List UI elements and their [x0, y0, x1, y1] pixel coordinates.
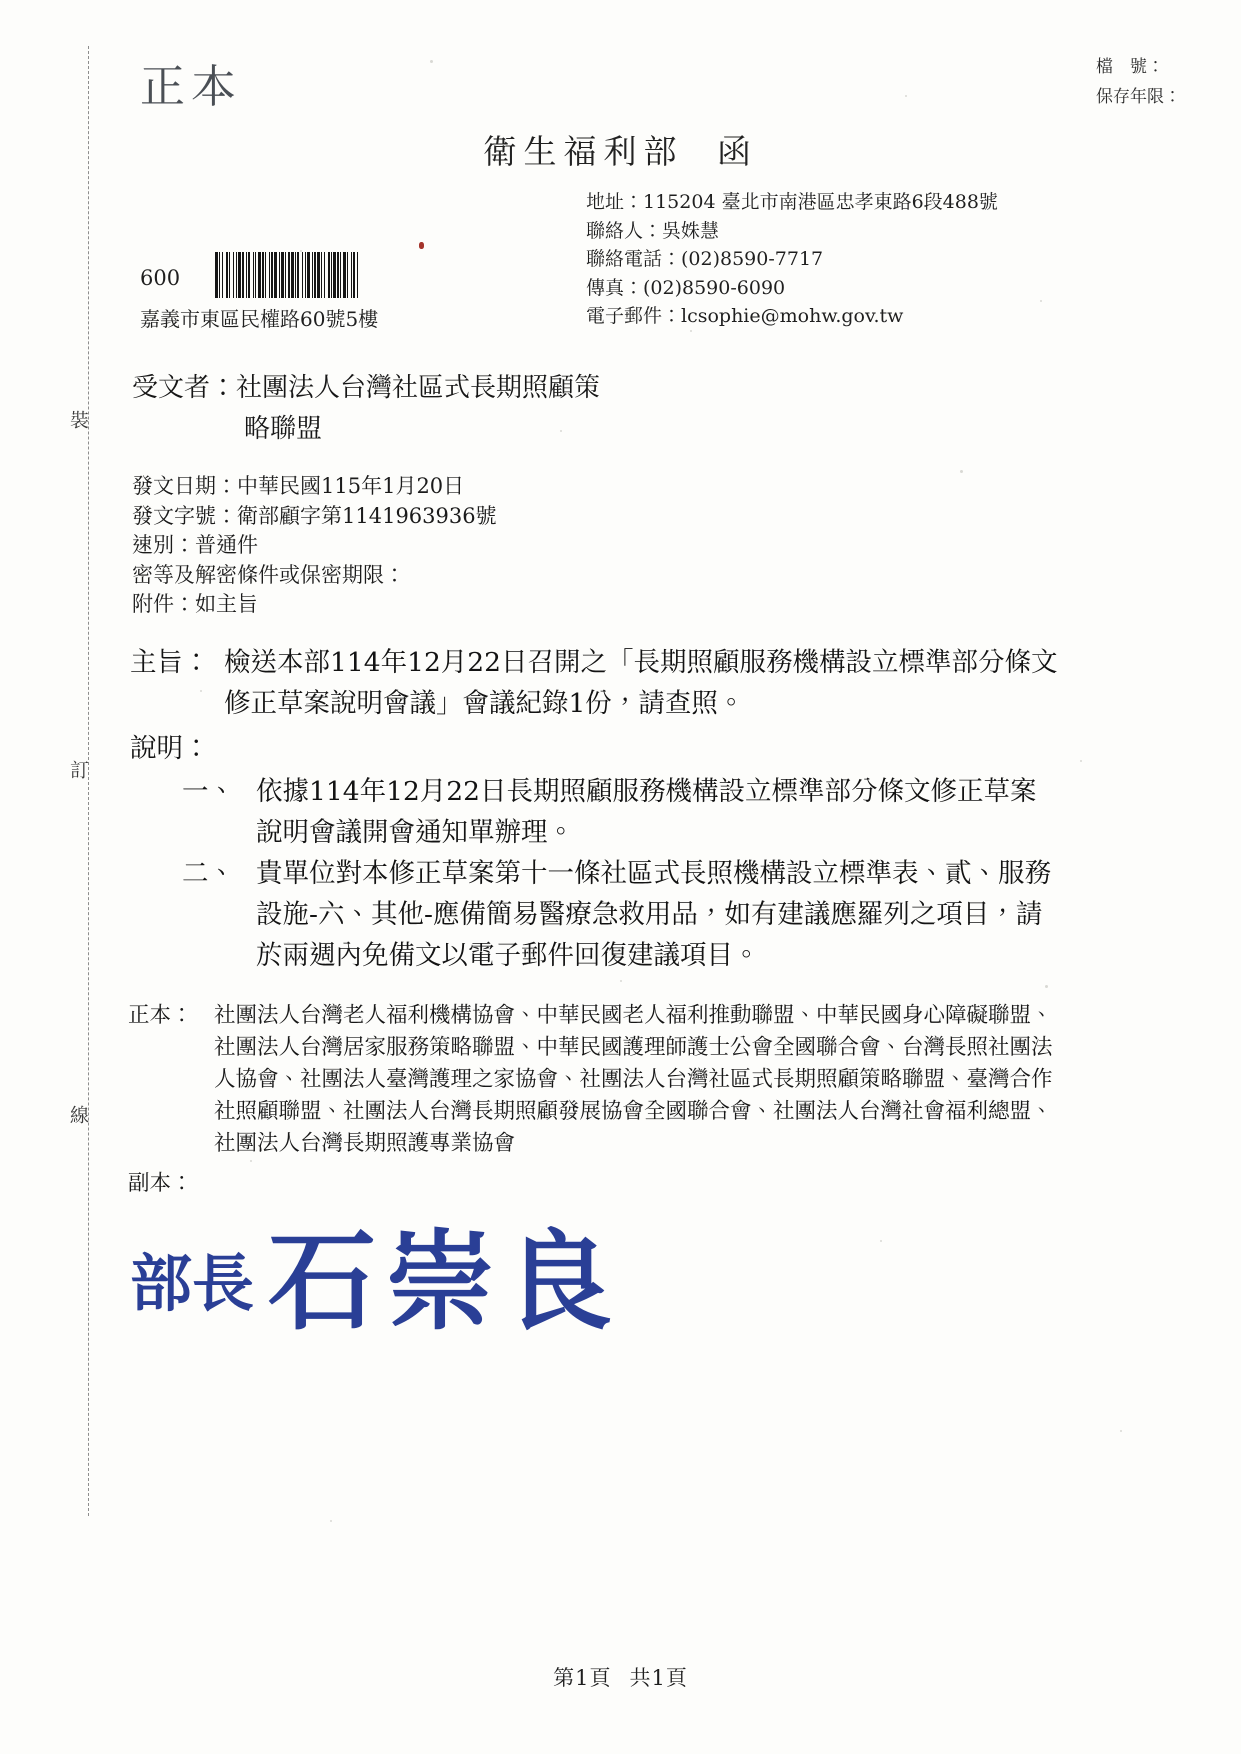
- subject-label: 主旨：: [130, 647, 210, 678]
- minister-signature-stamp: [130, 1195, 622, 1350]
- contact-person: 聯絡人：吳姝慧: [586, 219, 720, 242]
- scan-speck: [560, 430, 562, 432]
- document-body: [130, 642, 1060, 976]
- scan-speck: [1120, 1430, 1122, 1432]
- archive-file-number-label: 檔 號：: [1096, 57, 1164, 77]
- vertical-mark-zhuang: 裝: [67, 410, 89, 431]
- explanation-item-2-number: 二、: [182, 858, 235, 889]
- document-meta-list: [132, 472, 497, 620]
- scan-speck: [250, 1160, 252, 1162]
- signature-role: 部長: [130, 1247, 255, 1320]
- scan-speck: [300, 250, 302, 252]
- scan-speck: [430, 60, 433, 63]
- scan-speck: [880, 1240, 882, 1242]
- distribution-cc-label: 副本：: [128, 1171, 193, 1196]
- explanation-item-1-text: 依據114年12月22日長期照顧服務機構設立標準部分條文修正草案說明會議開會通知單辦理。: [256, 776, 1037, 848]
- speed-class: 速別：普通件: [132, 533, 258, 557]
- distribution-original-text: 社團法人台灣老人福利機構協會、中華民國老人福利推動聯盟、中華民國身心障礙聯盟、社團法人台灣居家服務策略聯盟、中華民國護理師護士公會全國聯合會、台灣長照社團法人協會、社團法人臺灣護理之家協會、社團法人台灣社區式長期照顧策略聯盟、臺灣合作社照顧聯盟、社團法人台灣長期照顧發展協會全國聯合會、社團法人台灣社會福利總盟、社團法人台灣長期照護專業協會: [214, 1003, 1053, 1156]
- confidentiality: 密等及解密條件或保密期限：: [132, 562, 405, 587]
- archive-fields: [1096, 52, 1181, 112]
- postal-code: 600: [140, 266, 181, 290]
- document-kind: 函: [717, 132, 758, 171]
- attachment: 附件：如主旨: [132, 592, 258, 616]
- addressee-label: 受文者：: [132, 373, 237, 403]
- mailing-barcode: [215, 252, 487, 298]
- explanation-item-2-text: 貴單位對本修正草案第十一條社區式長照機構設立標準表、貳、服務設施-六、其他-應備簡易醫療急救用品，如有建議應羅列之項目，請於兩週內免備文以電子郵件回復建議項目。: [256, 858, 1051, 971]
- scan-speck: [330, 1520, 332, 1522]
- contact-email: 電子郵件：lcsophie@mohw.gov.tw: [586, 305, 904, 327]
- explanation-item-1-number: 一、: [182, 776, 235, 807]
- subject-paragraph: [130, 642, 1060, 724]
- copy-type-mark: 正本: [140, 60, 243, 113]
- footer-current-page: 第1頁: [553, 1666, 612, 1690]
- page-title: [0, 126, 1241, 173]
- contact-phone: 聯絡電話：(02)8590-7717: [586, 248, 824, 270]
- subject-text: 檢送本部114年12月22日召開之「長期照顧服務機構設立標準部分條文修正草案說明會議」會議紀錄1份，請查照。: [224, 647, 1058, 719]
- scan-speck: [960, 470, 963, 473]
- addressee-name-line1: 社團法人台灣社區式長期照顧策: [236, 373, 601, 403]
- scan-speck: [1045, 985, 1048, 988]
- distribution-block: [128, 1000, 1068, 1200]
- addressee-name-line2: 略聯盟: [244, 414, 323, 444]
- vertical-mark-ding: 訂: [67, 760, 89, 781]
- distribution-original-label: 正本：: [128, 1003, 193, 1028]
- page-footer: [0, 1662, 1241, 1692]
- sender-contact-block: [586, 188, 998, 331]
- footer-total-pages: 共1頁: [629, 1666, 688, 1690]
- distribution-original-row: [128, 1000, 1068, 1160]
- sender-address: 地址：115204 臺北市南港區忠孝東路6段488號: [586, 191, 998, 213]
- contact-fax: 傳真：(02)8590-6090: [586, 276, 786, 299]
- issue-number: 發文字號：衛部顧字第1141963936號: [132, 503, 497, 528]
- scan-speck: [690, 330, 692, 332]
- scan-speck: [200, 690, 202, 692]
- archive-retention-label: 保存年限：: [1096, 87, 1181, 107]
- binding-dashed-rule: [88, 46, 89, 1516]
- scan-speck: [620, 980, 622, 982]
- scan-speck: [1040, 300, 1042, 302]
- recipient-mailing-address: 嘉義市東區民權路60號5樓: [140, 307, 379, 331]
- explanation-item-2: [182, 853, 1060, 976]
- addressee-block: [132, 368, 600, 450]
- issue-date: 發文日期：中華民國115年1月20日: [132, 474, 465, 498]
- scan-speck: [905, 95, 907, 97]
- scan-speck: [1080, 760, 1082, 762]
- explanation-label: 說明：: [130, 733, 210, 764]
- issuing-organization: 衛生福利部: [483, 132, 684, 171]
- signature-name: 石崇良: [268, 1219, 623, 1345]
- vertical-mark-xian: 線: [67, 1105, 89, 1126]
- red-ink-speck: [419, 242, 424, 249]
- explanation-item-1: [182, 771, 1060, 853]
